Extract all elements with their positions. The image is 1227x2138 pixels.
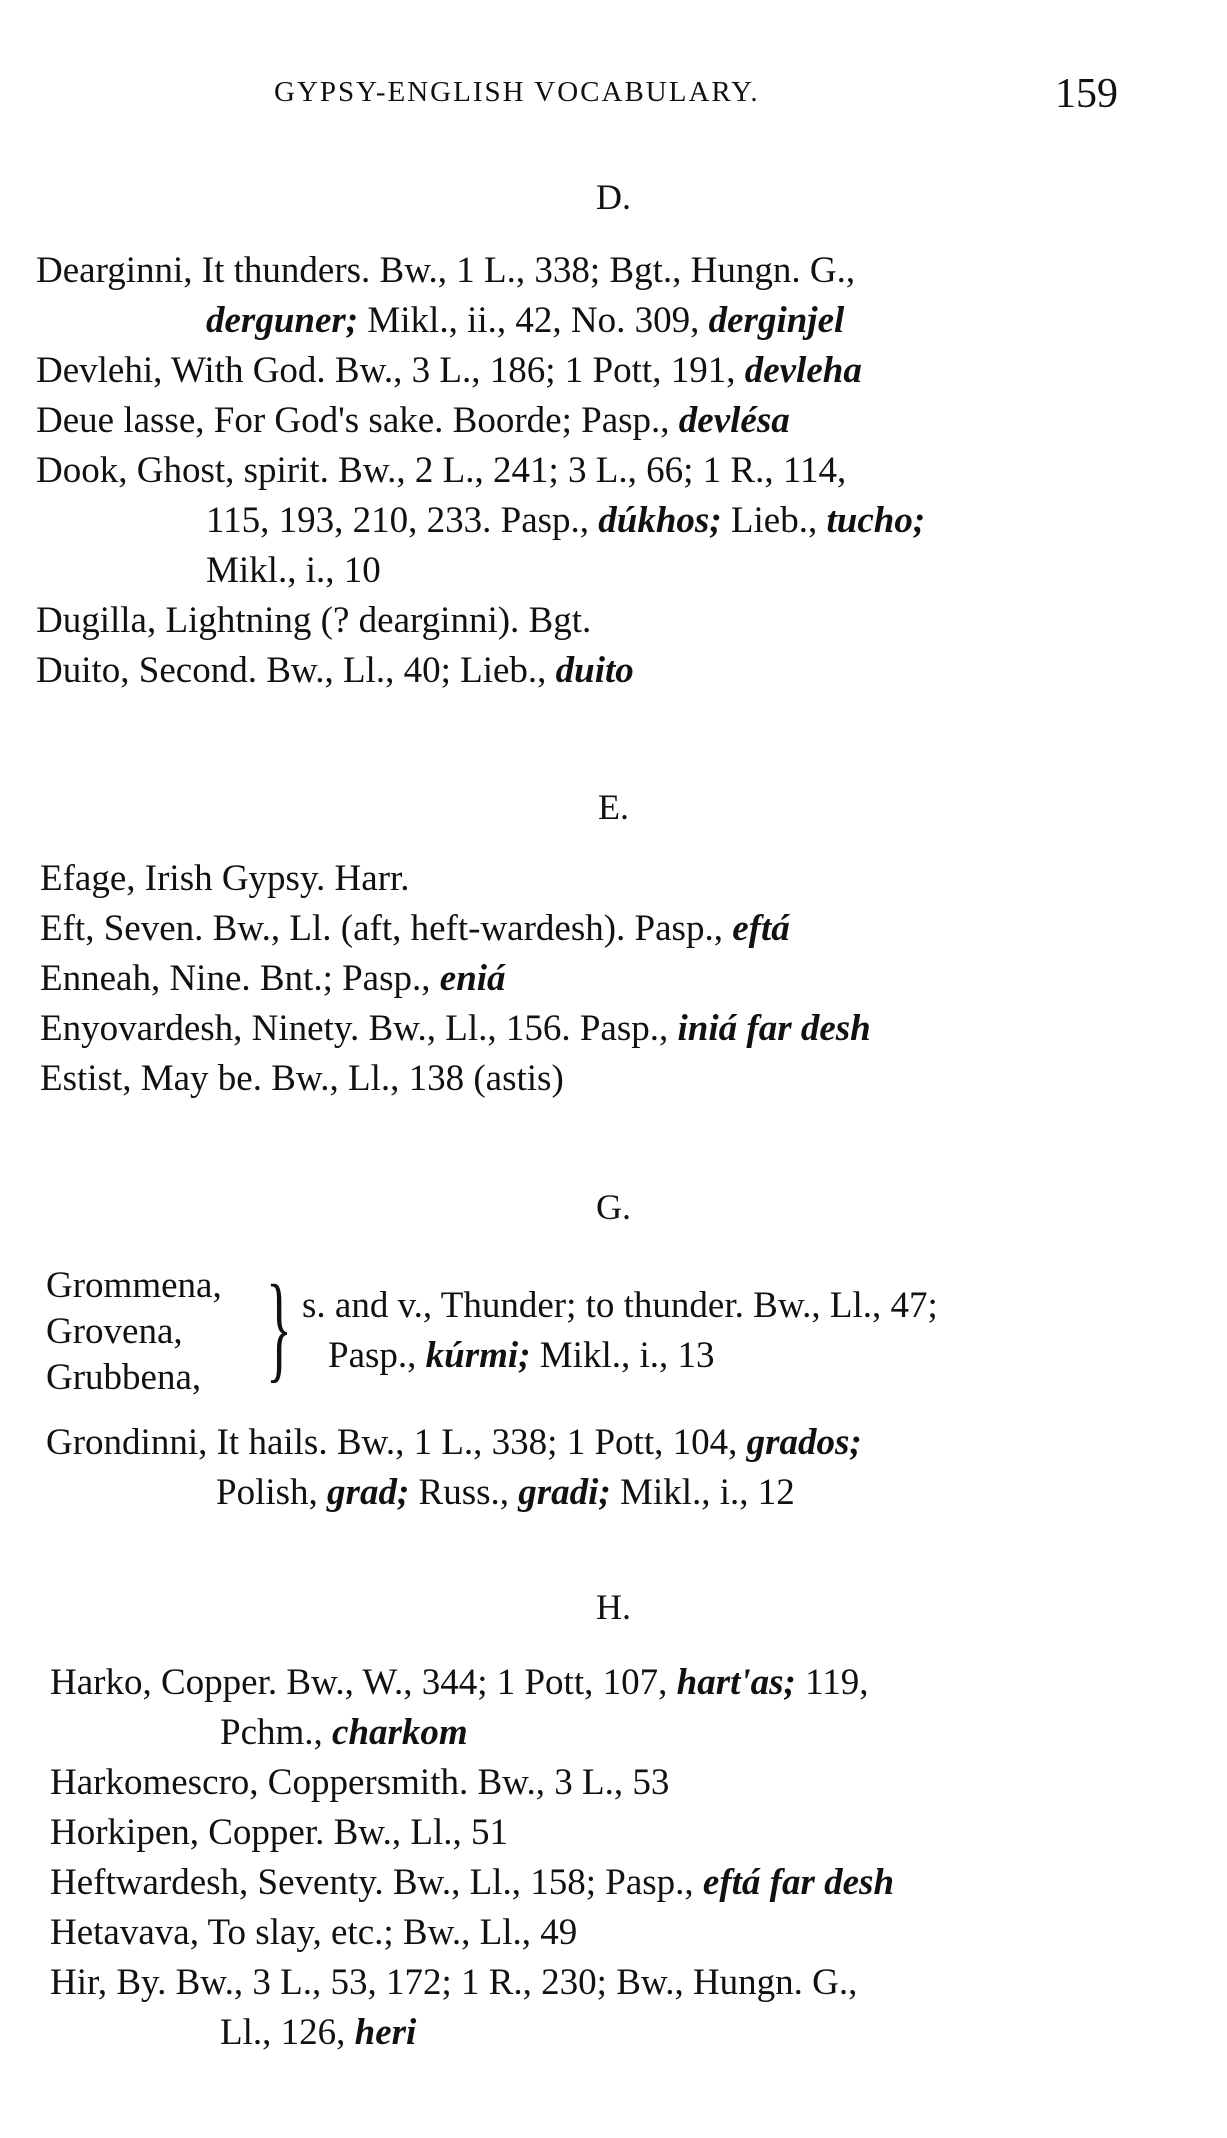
entry-line	[36, 396, 1186, 446]
entry-harko	[50, 1658, 1200, 1758]
entry-text: Devlehi, With God. Bw., 3 L., 186; 1 Pott, 191,	[36, 350, 745, 391]
italic-term: heri	[354, 2012, 417, 2053]
entry-line: Dugilla, Lightning (? dearginni). Bgt.	[36, 600, 592, 641]
entry-text: Russ.,	[409, 1472, 519, 1513]
entry-line	[36, 496, 1186, 546]
italic-term: grad;	[327, 1472, 410, 1513]
entry-line: Mikl., i., 10	[206, 550, 381, 591]
entry-hir	[50, 1958, 1200, 2058]
entry-efage	[40, 854, 1190, 904]
headword: Grubbena,	[46, 1357, 202, 1398]
italic-term: derguner;	[206, 300, 359, 341]
section-heading-e: E.	[598, 787, 629, 827]
entry-line: Hir, By. Bw., 3 L., 53, 172; 1 R., 230; Bw., Hungn. G.,	[50, 1962, 858, 2003]
italic-term: iniá far desh	[677, 1008, 871, 1049]
italic-term: eniá	[439, 958, 506, 999]
entry-text: Mikl., i., 12	[610, 1472, 795, 1513]
entry-text: Lieb.,	[721, 500, 827, 541]
entry-harkomescro	[50, 1758, 1200, 1808]
entry-line	[50, 1708, 1200, 1758]
entry-text: Pasp.,	[328, 1335, 426, 1376]
entry-line	[50, 1658, 1200, 1708]
brace-glyph: }	[266, 1260, 292, 1393]
entry-line: Horkipen, Copper. Bw., Ll., 51	[50, 1812, 509, 1853]
entry-line	[36, 646, 1186, 696]
headword-group	[46, 1263, 222, 1401]
entry-line: Dearginni, It thunders. Bw., 1 L., 338; Bgt., Hungn. G.,	[36, 250, 856, 291]
italic-term: tucho;	[826, 500, 926, 541]
entry-dearginni	[36, 246, 1186, 346]
entry-enyovardesh	[40, 1004, 1190, 1054]
entry-text: Polish,	[216, 1472, 328, 1513]
section-heading-g: G.	[596, 1187, 631, 1227]
entry-line	[40, 904, 1190, 954]
entry-text: 115, 193, 210, 233. Pasp.,	[206, 500, 599, 541]
entry-text: Deue lasse, For God's sake. Boorde; Pasp.,	[36, 400, 679, 441]
entry-heftwardesh	[50, 1858, 1200, 1908]
italic-term: devleha	[744, 350, 862, 391]
entry-text: Enneah, Nine. Bnt.; Pasp.,	[40, 958, 440, 999]
entry-line	[36, 346, 1186, 396]
italic-term: kúrmi;	[425, 1335, 531, 1376]
running-head	[0, 71, 1227, 126]
entry-text: Heftwardesh, Seventy. Bw., Ll., 158; Pasp.,	[50, 1862, 703, 1903]
entry-line: Estist, May be. Bw., Ll., 138 (astis)	[40, 1058, 564, 1099]
entry-text: Mikl., i., 13	[530, 1335, 715, 1376]
entry-line	[40, 954, 1190, 1004]
entry-estist	[40, 1054, 1190, 1104]
italic-term: dúkhos;	[598, 500, 722, 541]
italic-term: gradi;	[518, 1472, 611, 1513]
entry-line: Dook, Ghost, spirit. Bw., 2 L., 241; 3 L., 66; 1 R., 114,	[36, 450, 847, 491]
italic-term: eftá	[732, 908, 790, 949]
entry-line	[302, 1331, 938, 1381]
headword: Grommena,	[46, 1265, 222, 1306]
entry-dook	[36, 446, 1186, 596]
italic-term: derginjel	[708, 300, 845, 341]
entry-line	[50, 1858, 1200, 1908]
entry-line: Harkomescro, Coppersmith. Bw., 3 L., 53	[50, 1762, 670, 1803]
entry-text: Enyovardesh, Ninety. Bw., Ll., 156. Pasp.,	[40, 1008, 678, 1049]
entry-line	[40, 1004, 1190, 1054]
entry-text: Mikl., ii., 42, No. 309,	[358, 300, 709, 341]
italic-term: devlésa	[678, 400, 790, 441]
entry-grommena-group	[46, 1260, 1196, 1413]
group-definition	[302, 1281, 938, 1381]
entry-deue-lasse	[36, 396, 1186, 446]
entry-hetavava	[50, 1908, 1200, 1958]
entry-horkipen	[50, 1808, 1200, 1858]
entry-line: s. and v., Thunder; to thunder. Bw., Ll., 47;	[302, 1285, 938, 1326]
entry-line	[46, 1468, 1196, 1518]
headword: Grovena,	[46, 1311, 183, 1352]
entry-line	[50, 2008, 1200, 2058]
entry-text: Grondinni, It hails. Bw., 1 L., 338; 1 Pott, 104,	[46, 1422, 747, 1463]
entry-line	[46, 1418, 1196, 1468]
entry-text: Eft, Seven. Bw., Ll. (aft, heft-wardesh). Pasp.,	[40, 908, 733, 949]
running-title: GYPSY-ENGLISH VOCABULARY.	[274, 76, 760, 108]
entry-devlehi	[36, 346, 1186, 396]
entry-grondinni	[46, 1418, 1196, 1518]
entry-line: Efage, Irish Gypsy. Harr.	[40, 858, 410, 899]
italic-term: duito	[555, 650, 634, 691]
italic-term: charkom	[332, 1712, 468, 1753]
entry-enneah	[40, 954, 1190, 1004]
entry-duito	[36, 646, 1186, 696]
italic-term: grados;	[746, 1422, 862, 1463]
entry-eft	[40, 904, 1190, 954]
entry-text: Pchm.,	[220, 1712, 333, 1753]
italic-term: eftá far desh	[702, 1862, 895, 1903]
section-heading-h: H.	[596, 1587, 631, 1627]
entry-line: Hetavava, To slay, etc.; Bw., Ll., 49	[50, 1912, 578, 1953]
section-heading-d: D.	[596, 177, 631, 217]
entry-text: Harko, Copper. Bw., W., 344; 1 Pott, 107,	[50, 1662, 677, 1703]
entry-dugilla	[36, 596, 1186, 646]
entry-text: 119,	[795, 1662, 869, 1703]
entry-text: Ll., 126,	[220, 2012, 355, 2053]
italic-term: hart'as;	[676, 1662, 796, 1703]
entry-text: Duito, Second. Bw., Ll., 40; Lieb.,	[36, 650, 556, 691]
entry-line	[36, 296, 1186, 346]
page-number: 159	[1055, 71, 1118, 117]
